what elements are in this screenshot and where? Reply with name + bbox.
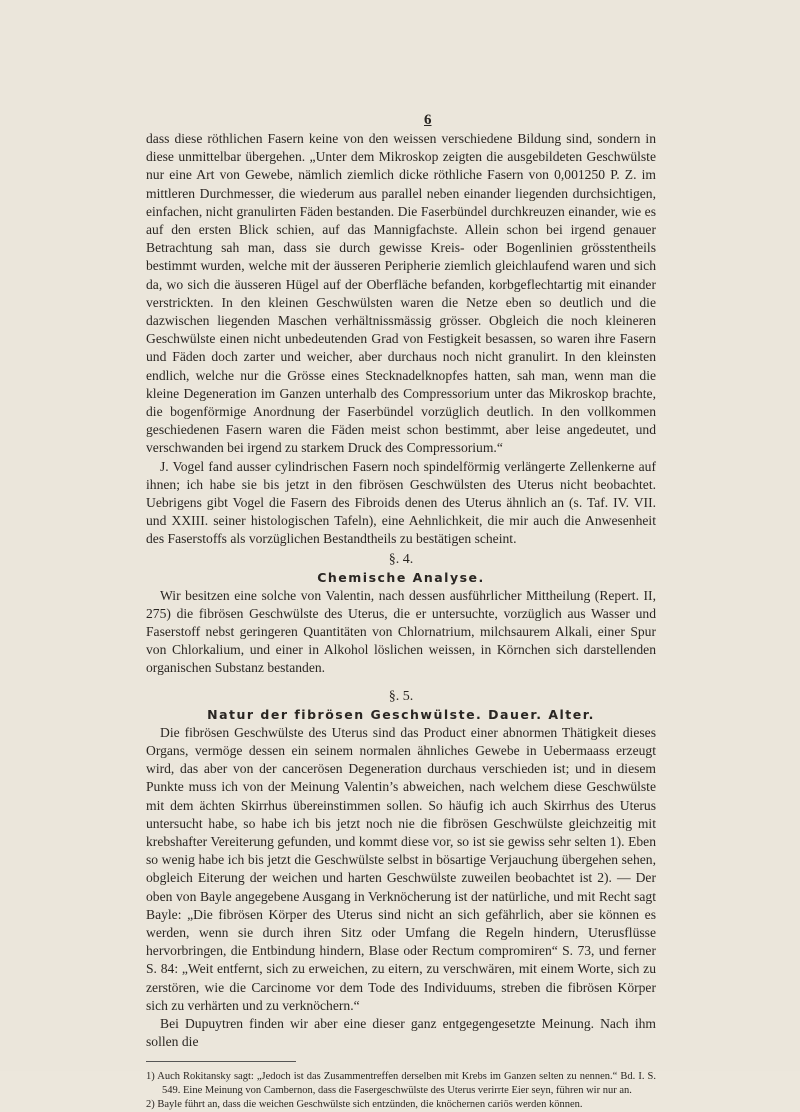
- footnote-divider: [146, 1061, 296, 1062]
- footnote-1: 1) Auch Rokitansky sagt: „Jedoch ist das Zusammentreffen derselben mit Krebs im Ganzen selten zu nennen.“ Bd. I. S. 549. Eine Meinung von Cambernon, dass die Fasergeschwülste des Uterus verirrte Eier seyn, führen wir nur an.: [146, 1071, 656, 1097]
- paragraph-1: dass diese röthlichen Fasern keine von den weissen verschiedene Bildung sind, sondern in diese unmittelbar übergehen. „Unter dem Mikroskop zeigten die ausgebildeten Geschwülste nur eine Art von Gewebe, nämlich ziemlich dicke röthliche Fasern von 0,001250 P. Z. im mittleren Durchmesser, die wiederum aus parallel neben einander liegenden durchsichtigen, einfachen, nicht granulirten Fäden bestanden. Die Faserbündel durchkreuzen einander, wie es auf den ersten Blick schien, auf das Mannigfachste. Allein schon bei irgend genauer Betrachtung sah man, dass sie durch gewisse Kreis- oder Bogenlinien grösstentheils bestimmt wurden, welche mit der äusseren Peripherie ziemlich gleichlaufend waren und sich da, wo sich die äusseren Hügel auf der Oberfläche befanden, korbgeflechtartig mit einander verstrickten. In den kleinen Geschwülsten waren die Netze eben so deutlich und die dazwischen liegenden Maschen verhältnissmässig grösser. Obgleich die noch kleineren Geschwülste einen nicht unbedeutenden Grad von Festigkeit besassen, so waren ihre Fasern und Fäden doch zarter und weicher, aber durchaus noch nicht granulirt. In den kleinsten endlich, welche nur die Grösse eines Stecknadelknopfes hatten, sah man, wenn man die kleine Degeneration im Ganzen unterhalb des Compressorium unter das Mikroskop brachte, die bogenförmige Anordnung der Faserbündel vorzüglich deutlich. In den vollkommen geschiedenen Fasern waren die Fäden meist schon bestimmt, aber leise angedeutet, und verschwanden bei irgend zu starkem Druck des Compressorium.“: [146, 131, 656, 456]
- paragraph-2: J. Vogel fand ausser cylindrischen Fasern noch spindelförmig verlängerte Zellenkerne auf ihnen; ich habe sie bis jetzt in den fibrösen Geschwülsten des Uterus nicht beobachtet. Uebrigens gibt Vogel die Fasern des Fibroids denen des Uterus ähnlich an (s. Taf. IV. VII. und XXIII. seiner histologischen Tafeln), eine Aehnlichkeit, die mir auch die Anwesenheit des Faserstoffs als vorzüglichen Bestandtheils zu bestätigen scheint.: [146, 458, 656, 547]
- section-5-title: Natur der fibrösen Geschwülste. Dauer. Alter.: [207, 706, 595, 722]
- page-number: 6: [424, 112, 432, 128]
- main-text: [146, 130, 656, 1112]
- section-5-paragraph-1: Die fibrösen Geschwülste des Uterus sind das Product einer abnormen Thätigkeit dieses Organs, vermöge dessen ein seinem normalen ähnliches Gewebe in Uebermaass erzeugt wird, das aber von der cancerösen Degeneration durchaus verschieden ist; und in diesem Punkte muss ich von der Meinung Valentin’s abweichen, nach welchem diese Geschwülste mit dem ächten Skirrhus übereinstimmen sollen. So häufig ich auch Skirrhus des Uterus untersucht habe, so habe ich bis jetzt noch nie die fibrösen Geschwülste gleichzeitig mit krebshafter Vereiterung gefunden, und kommt diese vor, so ist sie gewiss sehr selten 1). Eben so wenig habe ich bis jetzt die Geschwülste selbst in bösartige Verjauchung übergehen sehen, obgleich Eiterung der weichen und harten Geschwülste zuweilen beobachtet ist 2). — Der oben von Bayle angegebene Ausgang in Verknöcherung ist der natürliche, und mit Recht sagt Bayle: „Die fibrösen Körper des Uterus sind nicht an sich gefährlich, aber sie können es werden, wenn sie durch ihren Sitz oder Umfang die Regeln hindern, Uterusflüsse hervorbringen, die Entbindung hindern, Blase oder Rectum compromiren“ S. 73, und ferner S. 84: „Weit entfernt, sich zu erweichen, zu eitern, zu verschwären, mit einem Worte, sich zu zerstören, wie die Carcinome vor dem Tode des Individuums, streben die fibrösen Körper sich zu verhärten und zu verknöchern.“: [146, 724, 656, 1013]
- footnote-2: 2) Bayle führt an, dass die weichen Geschwülste sich entzünden, die knöchernen cariös werden können.: [146, 1099, 583, 1111]
- section-4-title: Chemische Analyse.: [317, 569, 485, 585]
- section-4-number: §. 4.: [388, 551, 414, 567]
- section-5-paragraph-2: Bei Dupuytren finden wir aber eine dieser ganz entgegengesetzte Meinung. Nach ihm sollen die: [146, 1015, 656, 1050]
- footnotes: [146, 1070, 656, 1112]
- section-5-number: §. 5.: [388, 688, 414, 704]
- section-4-paragraph: Wir besitzen eine solche von Valentin, nach dessen ausführlicher Mittheilung (Repert. II, 275) die fibrösen Geschwülste des Uterus, die er untersuchte, vorzüglich aus Wasser und Faserstoff nebst geringeren Quantitäten von Chlornatrium, milchsaurem Alkali, einer Spur von Chlorkalium, und einer in Alkohol löslichen weissen, in Körnchen sich darstellenden organischen Substanz bestanden.: [146, 587, 656, 676]
